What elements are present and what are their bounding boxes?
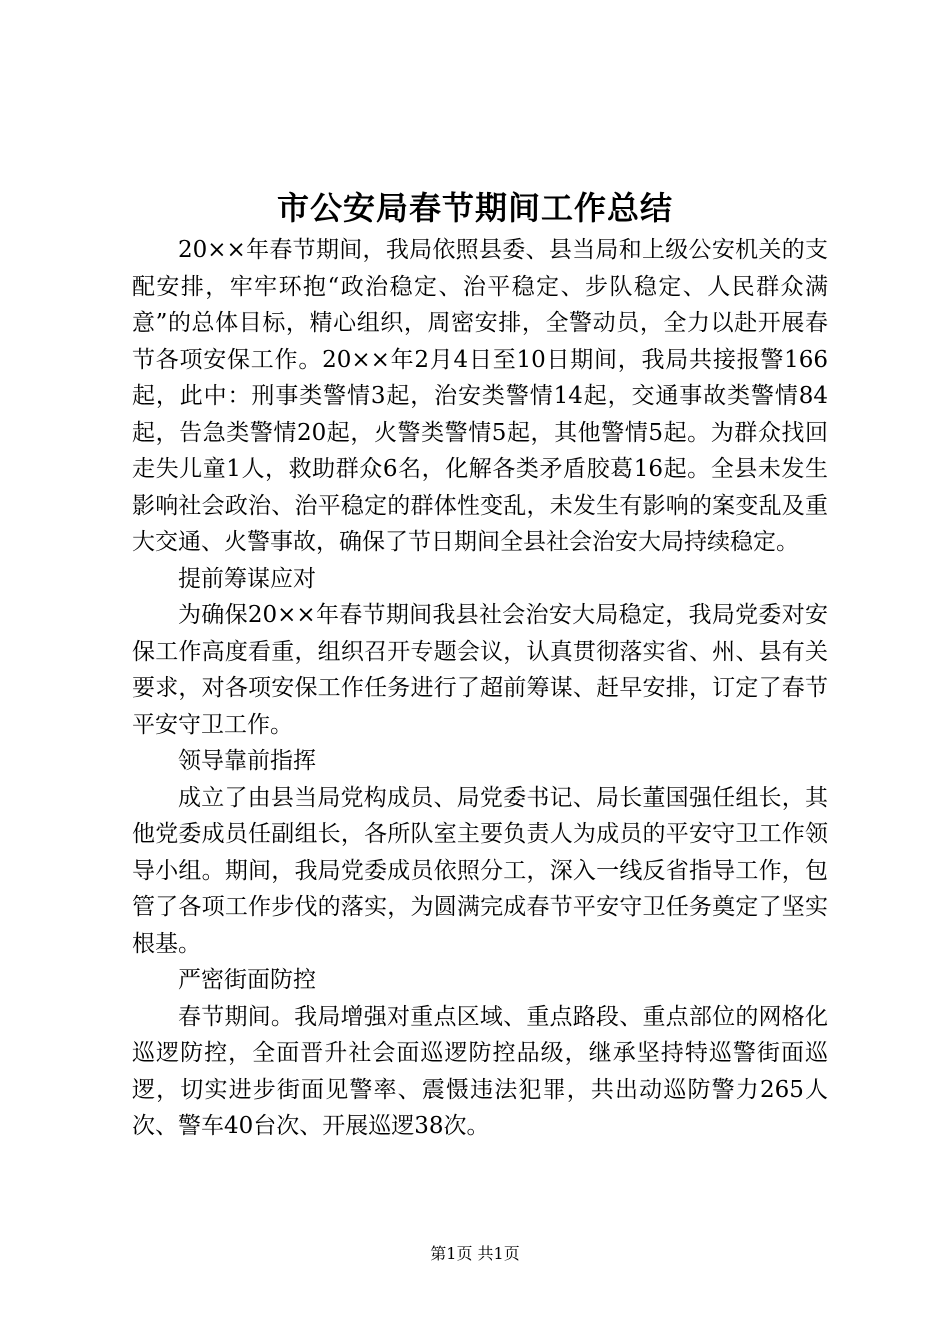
page-total: 共1页	[477, 1244, 520, 1263]
section-heading-patrol: 严密街面防控	[178, 967, 316, 993]
leadership-paragraph: 成立了由县当局党构成员、局党委书记、局长董国强任组长，其他党委成员任副组长，各所队室主要负责人为成员的平安守卫工作领导小组。期间，我局党委成员依照分工，深入一线反省指导工作，包管了各项工作步伐的落实，为圆满完成春节平安守卫任务奠定了坚实根基。	[132, 784, 828, 957]
page-number: 第1页	[430, 1244, 473, 1263]
planning-paragraph: 为确保20××年春节期间我县社会治安大局稳定，我局党委对安保工作高度看重，组织召开专题会议，认真贯彻落实省、州、县有关要求，对各项安保工作任务进行了超前筹谋、赶早安排，订定了春节平安守卫工作。	[132, 602, 828, 738]
section-heading-planning: 提前筹谋应对	[178, 565, 316, 592]
page-footer	[0, 1242, 950, 1266]
document-title: 市公安局春节期间工作总结	[276, 189, 673, 227]
patrol-paragraph: 春节期间。我局增强对重点区域、重点路段、重点部位的网格化巡逻防控，全面晋升社会面巡逻防控品级，继承坚持特巡警街面巡逻，切实进步街面见警率、震慑违法犯罪，共出动巡防警力265人次、警车40台次、开展巡逻38次。	[132, 1003, 828, 1139]
document-body	[132, 232, 828, 1145]
section-heading-leadership: 领导靠前指挥	[178, 748, 316, 774]
intro-paragraph: 20××年春节期间，我局依照县委、县当局和上级公安机关的支配安排，牢牢环抱“政治稳定、治平稳定、步队稳定、人民群众满意”的总体目标，精心组织，周密安排，全警动员，全力以赴开展春节各项安保工作。20××年2月4日至10日期间，我局共接报警166起，此中：刑事类警情3起，治安类警情14起，交通事故类警情84起，告急类警情20起，火警类警情5起，其他警情5起。为群众找回走失儿童1人，救助群众6名，化解各类矛盾胶葛16起。全县未发生影响社会政治、治平稳定的群体性变乱，未发生有影响的案变乱及重大交通、火警事故，确保了节日期间全县社会治安大局持续稳定。	[132, 237, 828, 555]
